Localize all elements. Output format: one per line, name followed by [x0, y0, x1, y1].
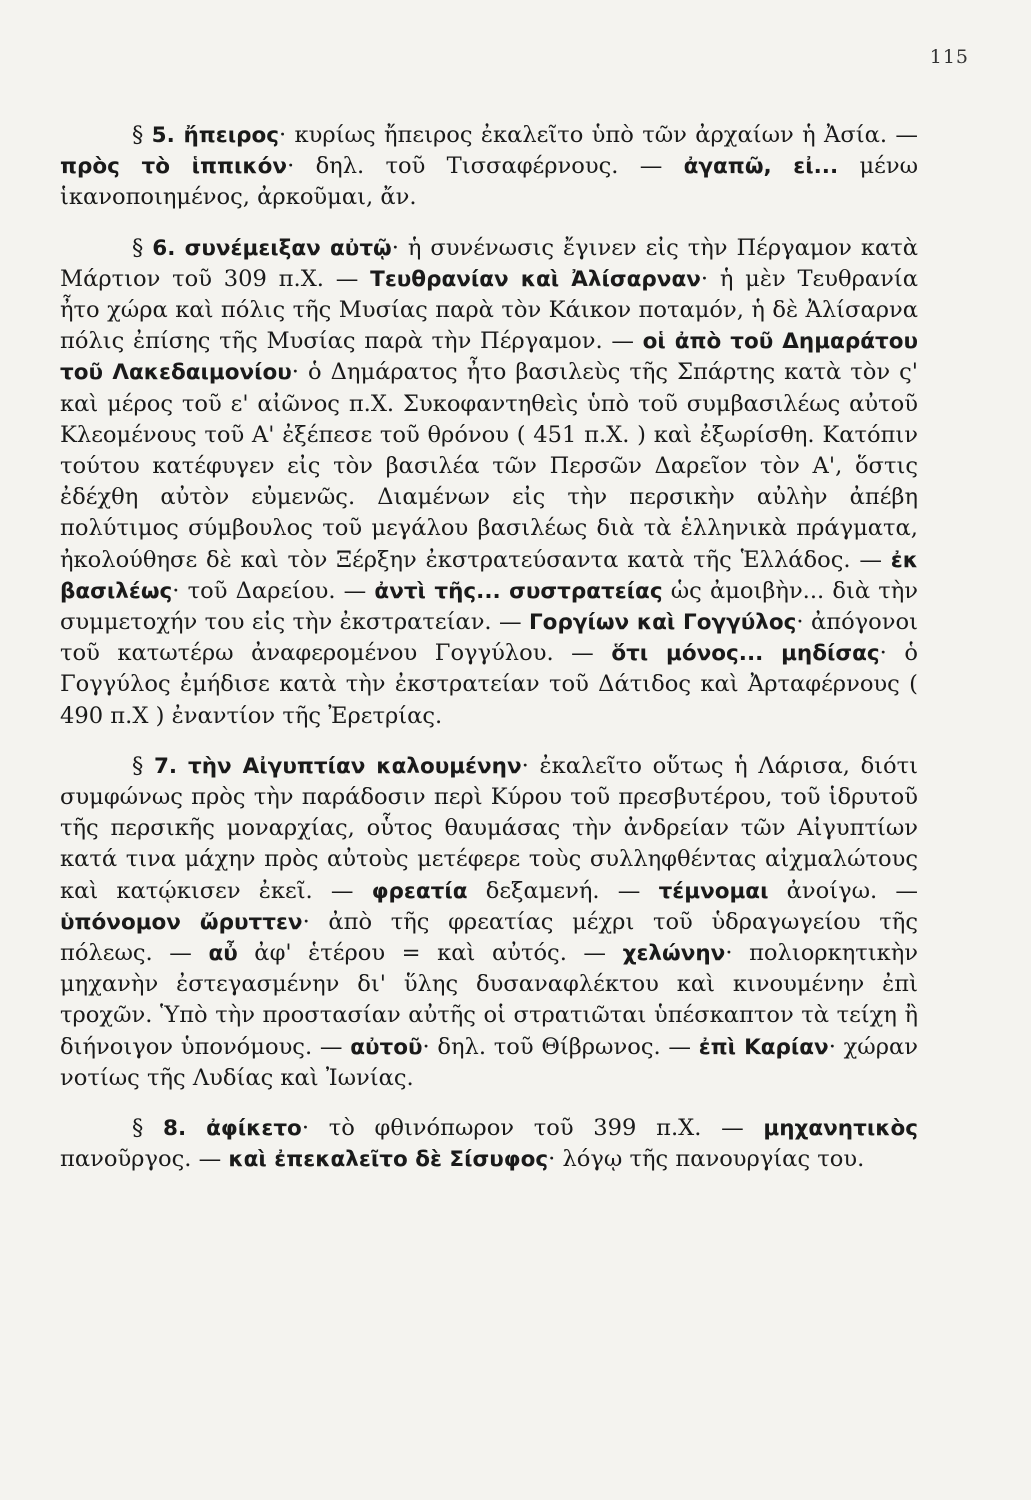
lemma-term: τέμνομαι [658, 878, 769, 904]
gloss-text: · ὁ Γογγύλος ἐμήδισε κατὰ τὴν ἐκστρατείαν τοῦ Δάτιδος καὶ Ἀρταφέρνους ( 490 π.Χ ) ἐναντίον τῆς Ἐρετρίας. [60, 640, 918, 729]
lemma-term: 5. ἤπειρος [151, 123, 280, 148]
gloss-text: · ἀπὸ τῆς φρεατίας μέχρι τοῦ ὑδραγωγείου τῆς πόλεως. — [60, 908, 918, 967]
gloss-text: δεξαμενή. — [467, 877, 659, 904]
gloss-text: · ἀπόγονοι τοῦ κατωτέρω ἀναφερομένου Γογγύλου. — [60, 609, 918, 667]
gloss-text: · δηλ. τοῦ Τισσαφέρνους. — [287, 153, 684, 180]
lemma-term: 6. συνέμειξαν αὐτῷ [152, 235, 392, 261]
gloss-text: ἀφ' ἑτέρου = καὶ αὐτός. — [237, 940, 623, 967]
lemma-term: αὐτοῦ [350, 1034, 423, 1060]
gloss-text: · ἡ συνένωσις ἔγινεν εἰς τὴν Πέργαμον κατὰ Μάρτιον τοῦ 309 π.Χ. — [60, 234, 918, 292]
paragraph-s6 [60, 233, 918, 732]
lemma-term: ἐπὶ Καρίαν [698, 1034, 829, 1060]
paragraph-s8 [60, 1113, 918, 1175]
gloss-text: ἀνοίγω. — [768, 877, 918, 904]
gloss-text: μένω ἱκανοποιημένος, ἀρκοῦμαι, ἄν. [60, 153, 918, 211]
gloss-text: πανοῦργος. — [60, 1146, 229, 1173]
lemma-term: φρεατία [371, 878, 468, 904]
lemma-term: χελώνην [622, 941, 726, 967]
gloss-text: ὡς ἀμοιβὴν... διὰ τὴν συμμετοχήν του εἰς τὴν ἐκστρατείαν. — [60, 577, 918, 636]
gloss-text: · τὸ φθινόπωρον τοῦ 399 π.Χ. — [301, 1115, 764, 1142]
lemma-term: 8. ἀφίκετο [163, 1116, 302, 1142]
gloss-text: · κυρίως ἤπειρος ἐκαλεῖτο ὑπὸ τῶν ἀρχαίων ἡ Ἀσία. — [279, 122, 918, 148]
lemma-term: ἀντὶ τῆς... συστρατείας [374, 578, 663, 604]
gloss-text: · λόγῳ τῆς πανουργίας του. [548, 1146, 865, 1173]
lemma-term: μηχανητικὸς [763, 1116, 918, 1142]
gloss-text: § [132, 234, 153, 261]
lemma-term: ὅτι μόνος... μηδίσας [611, 641, 880, 667]
gloss-text: · πολιορκητικὴν μηχανὴν ἐστεγασμένην δι' ὕλης δυσαναφλέκτου καὶ κινουμένην ἐπὶ τροχῶν. Ὑπὸ τὴν προστασίαν αὐτῆς οἱ στρατιῶται ὑπέσκαπτον τὰ τείχη ἢ διήνοιγον ὑπονόμους. — [60, 940, 918, 1060]
gloss-text: · ἡ μὲν Τευθρανία ἦτο χώρα καὶ πόλις τῆς Μυσίας παρὰ τὸν Κάικον ποταμόν, ἡ δὲ Ἀλίσαρνα πόλις ἐπίσης τῆς Μυσίας παρὰ τὴν Πέργαμον. — [60, 265, 918, 355]
lemma-term: 7. τὴν Αἰγυπτίαν καλουμένην [153, 753, 522, 779]
paragraph-s7 [60, 751, 918, 1094]
lemma-term: ἐκ βασιλέως [60, 547, 918, 604]
lemma-term: ὑπόνομον ὤρυττεν [60, 909, 303, 935]
lemma-term: οἱ ἀπὸ τοῦ Δημαράτου τοῦ Λακεδαιμονίου [60, 329, 918, 386]
gloss-text: · ἐκαλεῖτο οὕτως ἡ Λάρισα, διότι συμφώνως πρὸς τὴν παράδοσιν περὶ Κύρου τοῦ πρεσβυτέρου, τοῦ ἱδρυτοῦ τῆς περσικῆς μοναρχίας, οὗτος θαυμάσας τὴν ἀνδρείαν τῶν Αἰγυπτίων κατά τινα μάχην πρὸς αὐτοὺς μετέφερε τοὺς συλληφθέντας αἰχμαλώτους καὶ κατῴκισεν ἐκεῖ. — [60, 752, 919, 904]
lemma-term: ἀγαπῶ, εἰ... [683, 154, 839, 180]
gloss-text: § [132, 752, 154, 779]
gloss-text: · δηλ. τοῦ Θίβρωνος. — [422, 1033, 699, 1060]
gloss-text: · ὁ Δημάρατος ἦτο βασιλεὺς τῆς Σπάρτης κατὰ τὸν ς' καὶ μέρος τοῦ ε' αἰῶνος π.Χ. Συκοφαντηθεὶς ὑπὸ τοῦ συμβασιλέως αὐτοῦ Κλεομένους τοῦ Α' ἐξέπεσε τοῦ θρόνου ( 451 π.Χ. ) καὶ ἐξωρίσθη. Κατόπιν τούτου κατέφυγεν εἰς τὸν βασιλέα τῶν Περσῶν Δαρεῖον τὸν Α', ὅστις ἐδέχθη αὐτὸν εὐμενῶς. Διαμένων εἰς τὴν περσικὴν αὐλὴν ἀπέβη πολύτιμος σύμβουλος τοῦ μεγάλου βασιλέως διὰ τὰ ἑλληνικὰ πράγματα, ἠκολούθησε δὲ καὶ τὸν Ξέρξην ἐκστρατεύσαντα κατὰ τῆς Ἑλλάδος. — [60, 359, 918, 573]
paragraph-s5 [60, 120, 918, 214]
gloss-text: § [132, 122, 152, 148]
lemma-term: αὖ [208, 941, 238, 967]
lemma-term: Γοργίων καὶ Γογγύλος [528, 610, 797, 636]
gloss-text: · τοῦ Δαρείου. — [172, 577, 375, 604]
gloss-text: § [132, 1115, 163, 1142]
commentary-text [60, 120, 918, 1195]
lemma-term: πρὸς τὸ ἱππικόν [60, 154, 288, 180]
gloss-text: · χώραν νοτίως τῆς Λυδίας καὶ Ἰωνίας. [60, 1033, 918, 1091]
page-number: 115 [929, 46, 969, 68]
lemma-term: Τευθρανίαν καὶ Ἀλίσαρναν [370, 266, 701, 292]
lemma-term: καὶ ἐπεκαλεῖτο δὲ Σίσυφος [228, 1147, 549, 1173]
